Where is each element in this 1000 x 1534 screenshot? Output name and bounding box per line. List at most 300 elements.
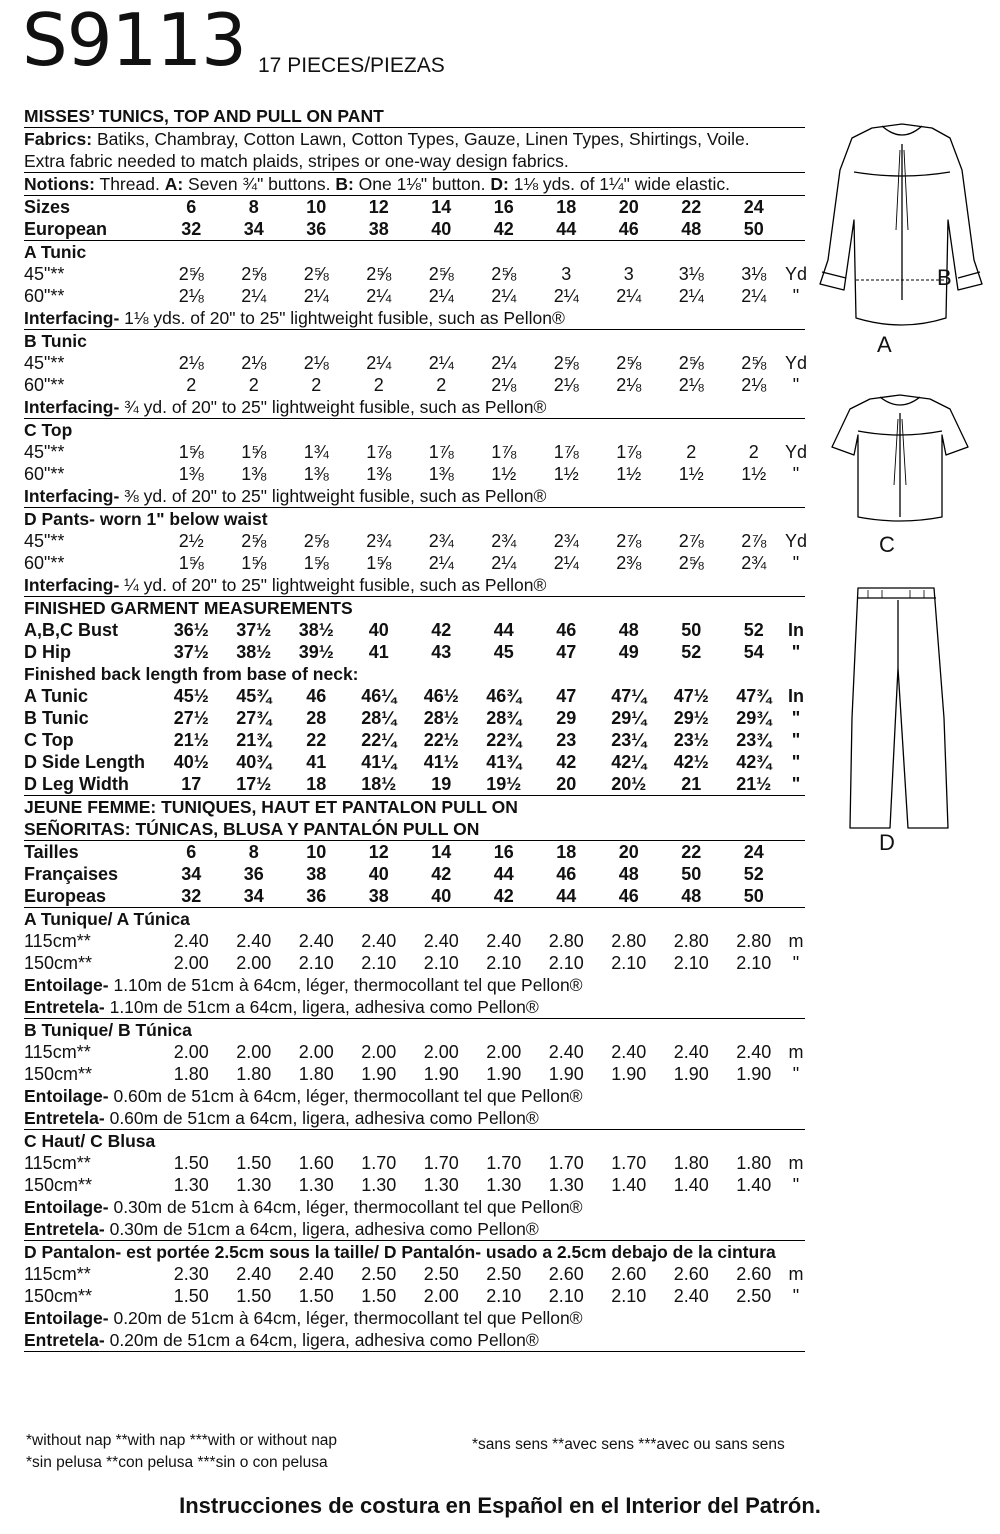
table-cell: 2⅝ (241, 264, 267, 284)
table-cell: 41¼ (361, 752, 397, 772)
table-cell: 43 (431, 642, 452, 662)
table-row (24, 751, 805, 773)
yardage-view-title (24, 330, 805, 352)
table-cell: 6 (186, 197, 197, 217)
table-cell: 1.80 (173, 1064, 209, 1084)
row-label: 60"** (24, 286, 65, 306)
table-cell: 1.30 (548, 1175, 584, 1195)
table-cell: 1.90 (736, 1064, 772, 1084)
table-cell: 1½ (616, 464, 642, 484)
yardage-view-title (24, 419, 805, 441)
pattern-header (22, 0, 822, 100)
table-cell: 46¾ (486, 686, 522, 706)
table-cell: 23½ (673, 730, 709, 750)
fabrics-text-2: Extra fabric needed to match plaids, stripes or one-way design fabrics. (24, 151, 569, 171)
view-title: B Tunique/ B Túnica (24, 1020, 192, 1040)
view-title: D Pants- worn 1" below waist (24, 509, 268, 529)
table-cell: 2.00 (173, 953, 209, 973)
table-cell: 1.30 (361, 1175, 397, 1195)
table-cell: 36½ (173, 620, 209, 640)
text-span: D: (490, 174, 509, 194)
unit-label: " (792, 375, 800, 395)
interfacing-label: Interfacing- (24, 397, 120, 417)
unit-label: " (791, 708, 801, 728)
table-cell: 47¼ (611, 686, 647, 706)
table-cell: 40 (368, 864, 389, 884)
table-row (24, 263, 808, 285)
top-c-illustration (810, 385, 1000, 535)
row-label: A Tunic (24, 686, 88, 706)
table-cell: 1.30 (298, 1175, 334, 1195)
row-label: Françaises (24, 864, 119, 884)
table-cell: 54 (743, 642, 764, 662)
table-cell: 2.00 (486, 1042, 522, 1062)
title-en (24, 105, 805, 128)
unit-label: " (792, 286, 800, 306)
row-label: 45"** (24, 264, 65, 284)
table-cell: 46 (556, 620, 577, 640)
table-cell: 41 (368, 642, 389, 662)
table-cell: 3 (623, 264, 634, 284)
interfacing-text: 1⅛ yds. of 20" to 25" lightweight fusible, such as Pellon® (119, 308, 565, 328)
table-cell: 17½ (236, 774, 272, 794)
table-cell: 1⅝ (366, 553, 392, 573)
table-cell: 2⅝ (428, 264, 454, 284)
table-cell: 52 (743, 620, 764, 640)
entoilage-text: 0.20m de 51cm à 64cm, léger, thermocollant tel que Pellon® (108, 1308, 583, 1328)
table-cell: 1½ (741, 464, 767, 484)
table-cell: 1½ (491, 464, 517, 484)
table-cell: 18½ (361, 774, 397, 794)
table-cell: 44 (556, 219, 577, 239)
unit-label: Yd (785, 353, 808, 373)
table-cell: 47 (556, 686, 577, 706)
row-label: 115cm** (24, 1264, 91, 1284)
table-cell: 20 (618, 197, 639, 217)
table-row (24, 218, 805, 241)
table-cell: 1.40 (611, 1175, 647, 1195)
table-cell: 1⅝ (241, 442, 267, 462)
unit-label: Yd (785, 531, 808, 551)
table-cell: 2⅝ (678, 553, 704, 573)
table-cell: 1.50 (173, 1286, 209, 1306)
table-cell: 2.40 (548, 1042, 584, 1062)
row-label: 150cm** (24, 1064, 93, 1084)
interfacing-text: ⅜ yd. of 20" to 25" lightweight fusible, such as Pellon® (119, 486, 547, 506)
table-row (24, 773, 805, 796)
table-cell: 46 (618, 219, 639, 239)
table-cell: 1⅜ (241, 464, 267, 484)
table-cell: 1.90 (673, 1064, 709, 1084)
table-cell: 24 (743, 842, 764, 862)
table-cell: 42¾ (736, 752, 772, 772)
spanish-instructions-note: Instrucciones de costura en Español en el Interior del Patrón. (179, 1493, 821, 1518)
table-cell: 19½ (486, 774, 522, 794)
entoilage-text: 1.10m de 51cm à 64cm, léger, thermocollant tel que Pellon® (108, 975, 583, 995)
table-cell: 1.80 (673, 1153, 709, 1173)
table-cell: 40 (368, 620, 389, 640)
table-cell: 36 (306, 886, 327, 906)
table-cell: 2.50 (736, 1286, 772, 1306)
table-cell: 2⅛ (553, 375, 579, 395)
table-cell: 18 (306, 774, 327, 794)
table-cell: 2⅝ (678, 353, 704, 373)
row-label: 115cm** (24, 931, 91, 951)
table-cell: 34 (243, 886, 264, 906)
table-cell: 27½ (173, 708, 209, 728)
row-label: B Tunic (24, 708, 89, 728)
table-cell: 2¼ (491, 286, 517, 306)
view-title: B Tunic (24, 331, 87, 351)
table-cell: 2 (186, 375, 197, 395)
table-cell: 2¼ (428, 353, 454, 373)
table-cell: 2¼ (553, 553, 579, 573)
table-cell: 2.00 (423, 1286, 459, 1306)
table-cell: 1⅝ (303, 553, 329, 573)
table-row (24, 619, 805, 641)
table-row (24, 374, 805, 396)
table-cell: 14 (431, 842, 452, 862)
table-cell: 2.00 (361, 1042, 397, 1062)
table-cell: 1.90 (423, 1064, 459, 1084)
table-cell: 40¾ (236, 752, 272, 772)
entretela-label: Entretela- (24, 997, 105, 1017)
table-row (24, 930, 805, 952)
table-cell: 1.90 (611, 1064, 647, 1084)
table-cell: 2.10 (423, 953, 459, 973)
table-cell: 21¾ (236, 730, 272, 750)
table-cell: 2¾ (428, 531, 454, 551)
row-label: D Side Length (24, 752, 145, 772)
table-cell: 2¼ (303, 286, 329, 306)
unit-label: In (788, 620, 804, 640)
table-cell: 1⅞ (616, 442, 642, 462)
table-cell: 2¾ (491, 531, 517, 551)
table-row (24, 463, 805, 485)
table-cell: 2.50 (361, 1264, 397, 1284)
table-cell: 6 (186, 842, 197, 862)
table-cell: 8 (248, 197, 259, 217)
fabrics-text: Batiks, Chambray, Cotton Lawn, Cotton Types, Gauze, Linen Types, Shirtings, Voile. (92, 129, 750, 149)
table-cell: 21½ (173, 730, 209, 750)
unit-label: " (792, 553, 800, 573)
table-cell: 2.40 (298, 931, 334, 951)
entoilage-label: Entoilage- (24, 1197, 109, 1217)
table-cell: 2⅛ (616, 375, 642, 395)
table-cell: 2.40 (736, 1042, 772, 1062)
table-cell: 2.40 (673, 1042, 709, 1062)
label-a: A (877, 332, 892, 357)
finished-title: FINISHED GARMENT MEASUREMENTS (24, 598, 353, 618)
row-label: D Leg Width (24, 774, 129, 794)
table-cell: 48 (618, 620, 639, 640)
table-cell: 1⅝ (241, 553, 267, 573)
table-cell: 1⅞ (553, 442, 579, 462)
table-cell: 2⅝ (303, 531, 329, 551)
row-label: 60"** (24, 553, 65, 573)
table-row (24, 885, 805, 908)
table-cell: 2½ (178, 531, 204, 551)
table-cell: 50 (681, 864, 702, 884)
table-cell: 46 (618, 886, 639, 906)
table-cell: 3⅛ (678, 264, 704, 284)
table-cell: 2¼ (428, 553, 454, 573)
table-cell: 2¼ (366, 286, 392, 306)
table-cell: 2¾ (741, 553, 767, 573)
text-span: A: (164, 174, 184, 194)
table-cell: 2 (748, 442, 759, 462)
row-label: 45"** (24, 442, 65, 462)
view-title: C Haut/ C Blusa (24, 1131, 156, 1151)
table-cell: 29¼ (611, 708, 647, 728)
table-row (24, 952, 805, 974)
table-cell: 2.10 (486, 1286, 522, 1306)
unit-label: " (792, 1175, 800, 1195)
table-cell: 2¾ (366, 531, 392, 551)
row-label: C Top (24, 730, 74, 750)
unit-label: In (788, 686, 804, 706)
table-cell: 20½ (611, 774, 647, 794)
view-title: C Top (24, 420, 73, 440)
view-title: D Pantalon- est portée 2.5cm sous la taille/ D Pantalón- usado a 2.5cm debajo de la cintura (24, 1242, 776, 1262)
table-cell: 40 (431, 219, 452, 239)
table-row (24, 1063, 805, 1085)
table-cell: 2.00 (173, 1042, 209, 1062)
table-cell: 2.10 (548, 953, 584, 973)
table-cell: 2¾ (553, 531, 579, 551)
interfacing-text: ¼ yd. of 20" to 25" lightweight fusible, such as Pellon® (119, 575, 547, 595)
table-cell: 42 (431, 864, 452, 884)
row-label: 45"** (24, 531, 65, 551)
table-cell: 29 (556, 708, 577, 728)
table-cell: 2⅛ (241, 353, 267, 373)
table-cell: 2¼ (428, 286, 454, 306)
table-cell: 41½ (423, 752, 459, 772)
interfacing-line (24, 485, 805, 508)
table-cell: 2.80 (673, 931, 709, 951)
table-row (24, 1152, 805, 1174)
table-row (24, 685, 805, 707)
table-cell: 1.90 (361, 1064, 397, 1084)
table-cell: 50 (743, 219, 764, 239)
table-cell: 2 (373, 375, 384, 395)
text-span: B: (335, 174, 354, 194)
unit-label: Yd (785, 442, 808, 462)
table-cell: 2.00 (298, 1042, 334, 1062)
table-cell: 46¼ (361, 686, 397, 706)
footnote-fr: *sans sens **avec sens ***avec ou sans sens (472, 1436, 785, 1453)
table-cell: 38 (306, 864, 327, 884)
entoilage-line (24, 1085, 805, 1107)
table-cell: 1⅞ (428, 442, 454, 462)
entoilage-text: 0.60m de 51cm à 64cm, léger, thermocollant tel que Pellon® (108, 1086, 583, 1106)
table-cell: 22½ (423, 730, 459, 750)
unit-label: " (792, 1064, 800, 1084)
table-cell: 23¼ (611, 730, 647, 750)
table-cell: 1⅜ (428, 464, 454, 484)
finished-subtitle-line (24, 663, 805, 685)
table-cell: 2.00 (423, 1042, 459, 1062)
unit-label: " (792, 953, 800, 973)
entretela-text: 0.30m de 51cm a 64cm, ligera, adhesiva como Pellon® (104, 1219, 539, 1239)
row-label: A,B,C Bust (24, 620, 118, 640)
entretela-label: Entretela- (24, 1219, 105, 1239)
table-cell: 2¼ (366, 353, 392, 373)
table-cell: 2⅛ (741, 375, 767, 395)
table-cell: 12 (368, 197, 389, 217)
table-cell: 42½ (673, 752, 709, 772)
entoilage-label: Entoilage- (24, 975, 109, 995)
row-label: 150cm** (24, 1175, 93, 1195)
table-cell: 2.10 (611, 1286, 647, 1306)
entretela-line (24, 1107, 805, 1130)
table-cell: 1.70 (361, 1153, 397, 1173)
table-row (24, 285, 805, 307)
table-cell: 1.70 (423, 1153, 459, 1173)
table-cell: 38 (368, 219, 389, 239)
table-cell: 2⅝ (553, 353, 579, 373)
row-label: 150cm** (24, 953, 93, 973)
entretela-line (24, 1329, 805, 1352)
table-cell: 36 (243, 864, 264, 884)
table-cell: 18 (556, 842, 577, 862)
table-cell: 1½ (678, 464, 704, 484)
title-french: JEUNE FEMME: TUNIQUES, HAUT ET PANTALON PULL ON (24, 797, 518, 817)
table-cell: 27¾ (236, 708, 272, 728)
label-b: B (937, 265, 952, 290)
table-cell: 24 (743, 197, 764, 217)
table-cell: 1⅜ (366, 464, 392, 484)
table-cell: 1.50 (298, 1286, 334, 1306)
table-cell: 29½ (673, 708, 709, 728)
table-cell: 3⅛ (741, 264, 767, 284)
yardage-chart (24, 105, 808, 1352)
table-cell: 22 (681, 842, 702, 862)
unit-label: m (788, 931, 804, 951)
table-cell: 1.80 (236, 1064, 272, 1084)
table-cell: 16 (493, 842, 514, 862)
table-cell: 2⅜ (616, 553, 642, 573)
unit-label: m (788, 1264, 804, 1284)
table-cell: 47½ (673, 686, 709, 706)
table-cell: 34 (181, 864, 202, 884)
table-cell: 2.30 (173, 1264, 209, 1284)
table-row (24, 530, 808, 552)
table-cell: 42¼ (611, 752, 647, 772)
table-cell: 1.30 (236, 1175, 272, 1195)
table-cell: 2¼ (553, 286, 579, 306)
table-cell: 2.10 (736, 953, 772, 973)
yardage-view-title (24, 241, 805, 263)
unit-label: " (791, 642, 801, 662)
table-cell: 1.70 (611, 1153, 647, 1173)
table-cell: 1¾ (303, 442, 329, 462)
table-cell: 2.60 (736, 1264, 772, 1284)
table-cell: 1½ (553, 464, 579, 484)
table-cell: 2⅝ (616, 353, 642, 373)
table-cell: 22 (306, 730, 327, 750)
table-cell: 2⅞ (616, 531, 642, 551)
title-es (24, 818, 805, 841)
notions-line (24, 173, 805, 196)
table-cell: 2.80 (548, 931, 584, 951)
metric-view-title (24, 1019, 805, 1041)
table-cell: 2.80 (611, 931, 647, 951)
table-cell: 2.10 (486, 953, 522, 973)
table-cell: 8 (248, 842, 259, 862)
table-cell: 36 (306, 219, 327, 239)
table-cell: 38½ (236, 642, 272, 662)
table-row (24, 441, 808, 463)
piece-count: 17 PIECES/PIEZAS (258, 54, 445, 77)
table-cell: 22¾ (486, 730, 522, 750)
table-cell: 1.40 (673, 1175, 709, 1195)
table-row (24, 552, 805, 574)
table-cell: 10 (306, 842, 327, 862)
table-cell: 52 (743, 864, 764, 884)
table-cell: 2.40 (611, 1042, 647, 1062)
table-cell: 45½ (173, 686, 209, 706)
table-cell: 1⅝ (178, 442, 204, 462)
table-cell: 1.50 (173, 1153, 209, 1173)
table-cell: 38½ (298, 620, 334, 640)
metric-view-title (24, 908, 805, 930)
table-cell: 2 (436, 375, 447, 395)
table-cell: 2⅛ (178, 286, 204, 306)
table-cell: 42 (431, 620, 452, 640)
table-cell: 2⅛ (178, 353, 204, 373)
unit-label: " (791, 774, 801, 794)
table-cell: 37½ (236, 620, 272, 640)
table-cell: 2¼ (741, 286, 767, 306)
table-cell: 2⅞ (678, 531, 704, 551)
table-cell: 44 (493, 864, 514, 884)
table-cell: 2.40 (486, 931, 522, 951)
table-cell: 42 (493, 886, 514, 906)
table-cell: 2.40 (673, 1286, 709, 1306)
view-title: A Tunic (24, 242, 87, 262)
yardage-view-title (24, 508, 805, 530)
table-cell: 20 (618, 842, 639, 862)
table-row (24, 863, 805, 885)
table-cell: 2⅝ (178, 264, 204, 284)
table-cell: 2.80 (736, 931, 772, 951)
table-cell: 2¼ (241, 286, 267, 306)
table-cell: 48 (681, 886, 702, 906)
row-label: 60"** (24, 375, 65, 395)
table-cell: 1.50 (236, 1286, 272, 1306)
table-cell: 2¼ (491, 353, 517, 373)
table-cell: 2.00 (236, 953, 272, 973)
table-row (24, 1041, 805, 1063)
table-cell: 48 (618, 864, 639, 884)
table-cell: 2.50 (423, 1264, 459, 1284)
unit-label: m (788, 1042, 804, 1062)
table-cell: 1⅜ (303, 464, 329, 484)
table-cell: 18 (556, 197, 577, 217)
row-label: 45"** (24, 353, 65, 373)
table-cell: 2¼ (678, 286, 704, 306)
table-cell: 1.40 (736, 1175, 772, 1195)
table-cell: 1.30 (173, 1175, 209, 1195)
entoilage-line (24, 1307, 805, 1329)
table-cell: 1.50 (236, 1153, 272, 1173)
text-span: Thread. (94, 174, 165, 194)
table-cell: 22¼ (361, 730, 397, 750)
table-cell: 40 (431, 886, 452, 906)
table-cell: 21½ (736, 774, 772, 794)
table-cell: 50 (681, 620, 702, 640)
